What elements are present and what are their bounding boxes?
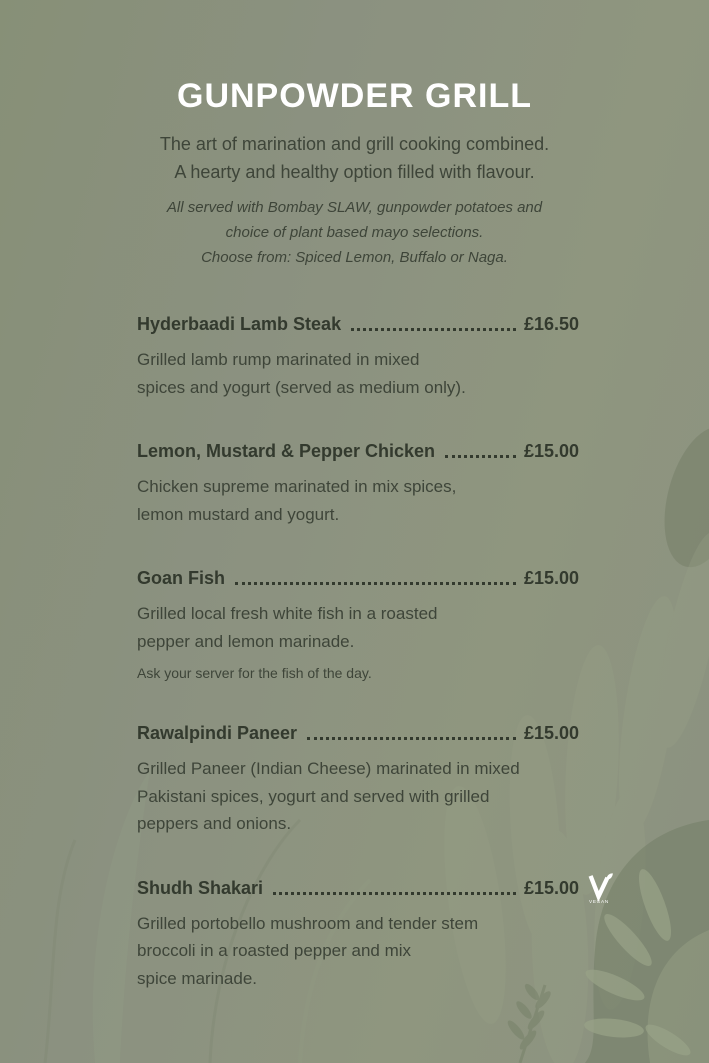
menu-items bbox=[137, 312, 610, 1030]
subtitle-line: The art of marination and grill cooking combined. bbox=[159, 134, 550, 154]
menu-item-description-line: Grilled Paneer (Indian Cheese) marinated in mixed bbox=[137, 759, 520, 778]
menu-item-row bbox=[137, 721, 579, 745]
menu-item-price: £15.00 bbox=[523, 441, 579, 461]
dotted-leader bbox=[307, 737, 516, 740]
menu-item-price: £16.50 bbox=[523, 314, 579, 334]
menu-item-description-line: Pakistani spices, yogurt and served with grilled bbox=[137, 786, 490, 806]
menu-item-description bbox=[137, 346, 579, 401]
menu-item-description-line: Grilled local fresh white fish in a roasted bbox=[137, 604, 438, 623]
menu-item-name: Hyderbaadi Lamb Steak bbox=[137, 314, 342, 334]
menu-item-description bbox=[137, 755, 579, 838]
dotted-leader bbox=[235, 582, 516, 585]
menu-item-row bbox=[137, 439, 579, 463]
menu-item-name: Lemon, Mustard & Pepper Chicken bbox=[137, 441, 436, 461]
subtitle-line: A hearty and healthy option filled with flavour. bbox=[174, 162, 535, 182]
menu-item-row bbox=[137, 566, 579, 590]
dotted-leader bbox=[273, 892, 516, 895]
menu-item-description bbox=[137, 600, 579, 655]
menu-items-list bbox=[137, 312, 610, 992]
menu-item bbox=[137, 439, 579, 528]
menu-item-description-line: Grilled lamb rump marinated in mixed bbox=[137, 350, 420, 369]
menu-item bbox=[137, 312, 579, 401]
menu-item-description-line: lemon mustard and yogurt. bbox=[137, 504, 340, 524]
page-title: GUNPOWDER GRILL bbox=[177, 77, 532, 115]
menu-item-row bbox=[137, 312, 579, 336]
vegan-icon bbox=[585, 871, 613, 905]
menu-item-price: £15.00 bbox=[523, 877, 579, 898]
menu-item-description bbox=[137, 473, 579, 528]
menu-item-description-line: pepper and lemon marinade. bbox=[137, 631, 355, 651]
menu-item-note: Ask your server for the fish of the day. bbox=[137, 665, 372, 681]
menu-item-name: Goan Fish bbox=[137, 568, 226, 588]
menu-subtitle bbox=[0, 130, 709, 186]
menu-item bbox=[137, 721, 579, 838]
serving-note-line: Choose from: Spiced Lemon, Buffalo or Naga. bbox=[201, 249, 508, 266]
menu-item-description-line: Grilled portobello mushroom and tender stem bbox=[137, 913, 479, 933]
menu-header bbox=[0, 0, 709, 270]
menu-item-description-line: broccoli in a roasted pepper and mix bbox=[137, 941, 412, 960]
menu-item-description-line: peppers and onions. bbox=[137, 814, 292, 833]
menu-item-description bbox=[137, 910, 579, 993]
menu-item-row bbox=[137, 876, 610, 904]
dotted-leader bbox=[445, 455, 516, 458]
menu-item bbox=[137, 876, 610, 993]
dotted-leader bbox=[351, 328, 516, 331]
svg-text:VEGAN: VEGAN bbox=[588, 898, 610, 904]
serving-note bbox=[0, 195, 709, 270]
serving-note-line: choice of plant based mayo selections. bbox=[225, 224, 484, 241]
menu-item-name: Rawalpindi Paneer bbox=[137, 723, 298, 743]
menu-item-description-line: spices and yogurt (served as medium only). bbox=[137, 377, 466, 397]
menu-item-price: £15.00 bbox=[523, 568, 579, 588]
menu-item-price: £15.00 bbox=[523, 723, 579, 743]
menu-item-description-line: Chicken supreme marinated in mix spices, bbox=[137, 477, 457, 496]
serving-note-line: All served with Bombay SLAW, gunpowder potatoes and bbox=[166, 199, 543, 216]
menu-item-description-line: spice marinade. bbox=[137, 968, 258, 988]
menu-item bbox=[137, 566, 579, 683]
menu-item-name: Shudh Shakari bbox=[137, 877, 264, 898]
